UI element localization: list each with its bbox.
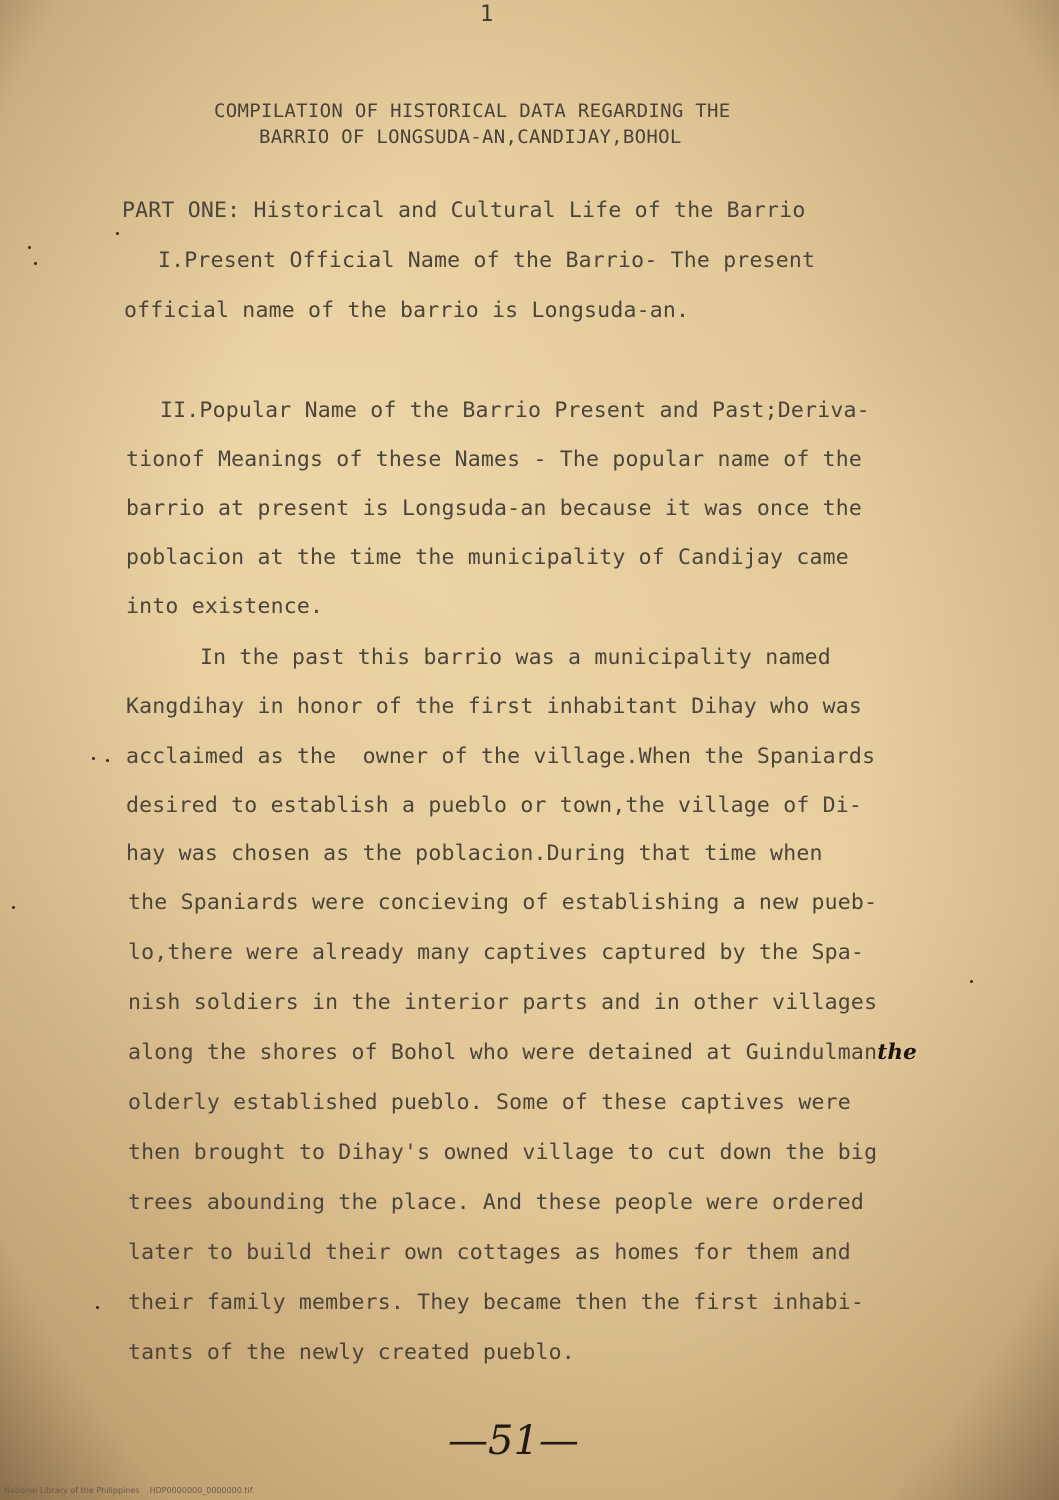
paragraph-line-10: olderly established pueblo. Some of these captives were [128, 1090, 851, 1115]
paper-speck [96, 1306, 99, 1309]
part-heading: PART ONE: Historical and Cultural Life of the Barrio [122, 198, 806, 223]
paragraph-line-6: the Spaniards were concieving of establishing a new pueb- [128, 890, 878, 915]
paragraph-line-3: acclaimed as the owner of the village.When the Spaniards [126, 744, 876, 769]
section2-line-4: poblacion at the time the municipality of Candijay came [126, 545, 849, 570]
handwritten-insert: the [877, 1040, 918, 1065]
paragraph-line-8: nish soldiers in the interior parts and in other villages [128, 990, 878, 1015]
section2-line-5: into existence. [126, 594, 324, 619]
paragraph-line-15: tants of the newly created pueblo. [128, 1340, 575, 1365]
paper-speck [34, 262, 37, 265]
section2-line-1: II.Popular Name of the Barrio Present and Past;Deriva- [160, 398, 870, 423]
paper-speck [28, 246, 31, 249]
paragraph-line-14: their family members. They became then the first inhabi- [128, 1290, 865, 1315]
paragraph-line-5: hay was chosen as the poblacion.During that time when [126, 841, 823, 866]
document-title-line-1: COMPILATION OF HISTORICAL DATA REGARDING THE [214, 100, 731, 122]
paragraph-line-9 [128, 1040, 917, 1065]
paragraph-line-1: In the past this barrio was a municipality named [200, 645, 831, 670]
paper-speck [12, 906, 15, 909]
paper-speck [116, 232, 119, 235]
paragraph-line-7: lo,there were already many captives captured by the Spa- [128, 940, 865, 965]
paper-speck [92, 757, 95, 760]
paragraph-line-9-text: along the shores of Bohol who were detained at Guindulman [128, 1040, 878, 1065]
scan-credit: National Library of the Philippines HDP0000000_0000000.tif [4, 1486, 253, 1495]
paragraph-line-12: trees abounding the place. And these people were ordered [128, 1190, 865, 1215]
paragraph-line-13: later to build their own cottages as homes for them and [128, 1240, 851, 1265]
paragraph-line-2: Kangdihay in honor of the first inhabitant Dihay who was [126, 694, 863, 719]
section2-line-3: barrio at present is Longsuda-an because it was once the [126, 496, 863, 521]
document-title-line-2: BARRIO OF LONGSUDA-AN,CANDIJAY,BOHOL [259, 126, 682, 148]
page-number: 1 [480, 2, 494, 27]
section1-line-1: I.Present Official Name of the Barrio- The present [158, 248, 816, 273]
paragraph-line-11: then brought to Dihay's owned village to cut down the big [128, 1140, 878, 1165]
section2-line-2: tionof Meanings of these Names - The popular name of the [126, 447, 863, 472]
handwritten-page-number: —51— [448, 1418, 579, 1464]
paragraph-line-4: desired to establish a pueblo or town,the village of Di- [126, 793, 863, 818]
section1-line-2: official name of the barrio is Longsuda-an. [124, 298, 690, 323]
paper-speck [970, 980, 973, 983]
paper-speck [106, 759, 109, 762]
